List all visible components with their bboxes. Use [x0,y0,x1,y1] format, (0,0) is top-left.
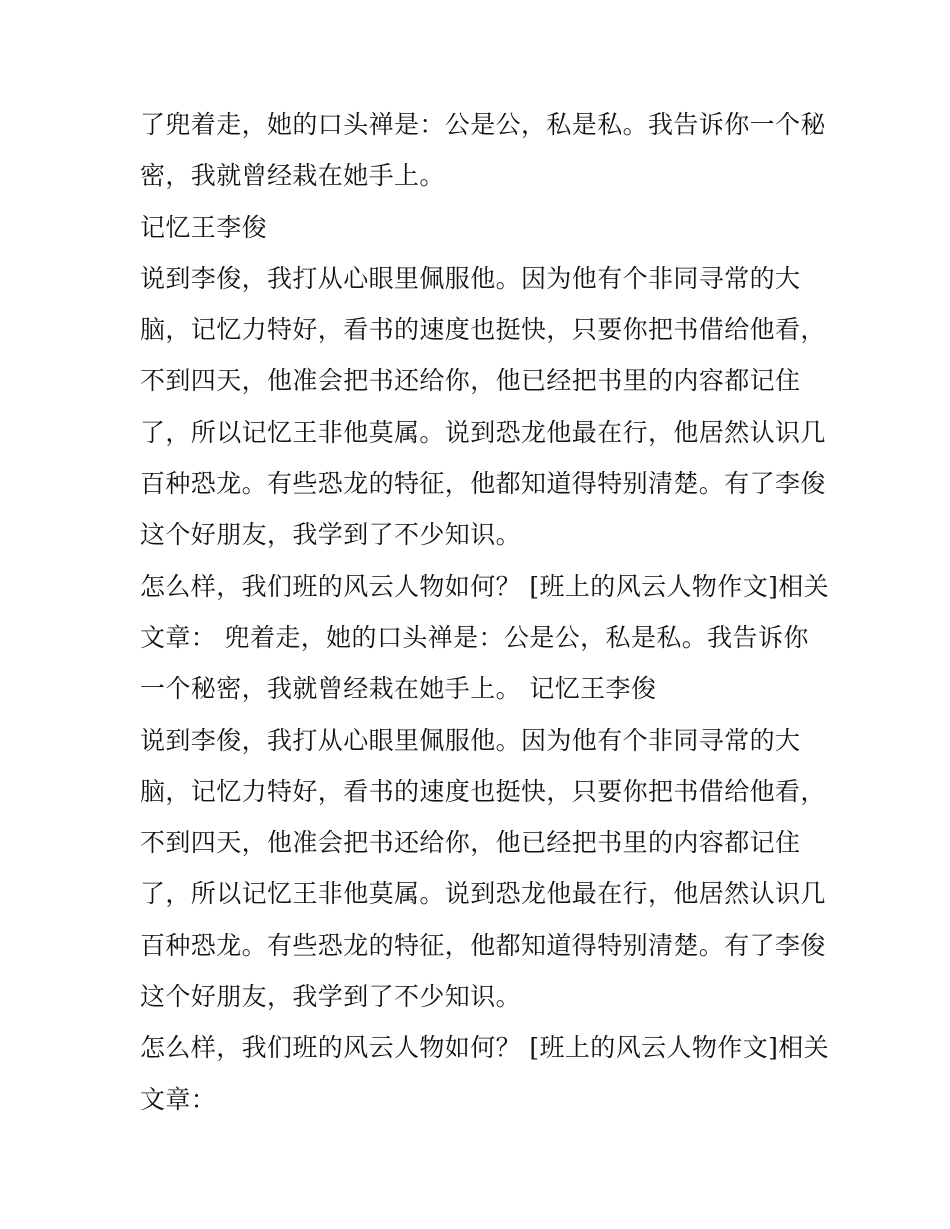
text-line: 说到李俊，我打从心眼里佩服他。因为他有个非同寻常的大 [140,263,801,293]
text-line: 了，所以记忆王非他莫属。说到恐龙他最在行，他居然认识几 [140,879,826,909]
text-line: 百种恐龙。有些恐龙的特征，他都知道得特别清楚。有了李俊 [140,469,826,499]
text-line: 这个好朋友，我学到了不少知识。 [140,520,522,550]
text-line: 这个好朋友，我学到了不少知识。 [140,982,522,1012]
article-body [140,106,830,1132]
text-line: 不到四天，他准会把书还给你，他已经把书里的内容都记住 [140,366,801,396]
text-line: 文章： [140,1084,217,1114]
text-line: 一个秘密，我就曾经栽在她手上。 记忆王李俊 [140,674,657,704]
text-line: 说到李俊，我打从心眼里佩服他。因为他有个非同寻常的大 [140,725,801,755]
text-line: 脑，记忆力特好，看书的速度也挺快，只要你把书借给他看， [140,776,826,806]
text-line: 脑，记忆力特好，看书的速度也挺快，只要你把书借给他看， [140,315,826,345]
text-line: 密，我就曾经栽在她手上。 [140,161,445,191]
text-line: 文章： 兜着走，她的口头禅是：公是公，私是私。我告诉你 [140,622,809,652]
text-line: 了，所以记忆王非他莫属。说到恐龙他最在行，他居然认识几 [140,417,826,447]
text-line: 怎么样，我们班的风云人物如何？ [班上的风云人物作文]相关 [140,571,830,601]
text-line: 不到四天，他准会把书还给你，他已经把书里的内容都记住 [140,828,801,858]
text-line: 了兜着走，她的口头禅是：公是公，私是私。我告诉你一个秘 [140,110,826,139]
text-line: 怎么样，我们班的风云人物如何？ [班上的风云人物作文]相关 [140,1033,830,1063]
text-line: 百种恐龙。有些恐龙的特征，他都知道得特别清楚。有了李俊 [140,930,826,960]
section-heading: 记忆王李俊 [140,212,268,242]
